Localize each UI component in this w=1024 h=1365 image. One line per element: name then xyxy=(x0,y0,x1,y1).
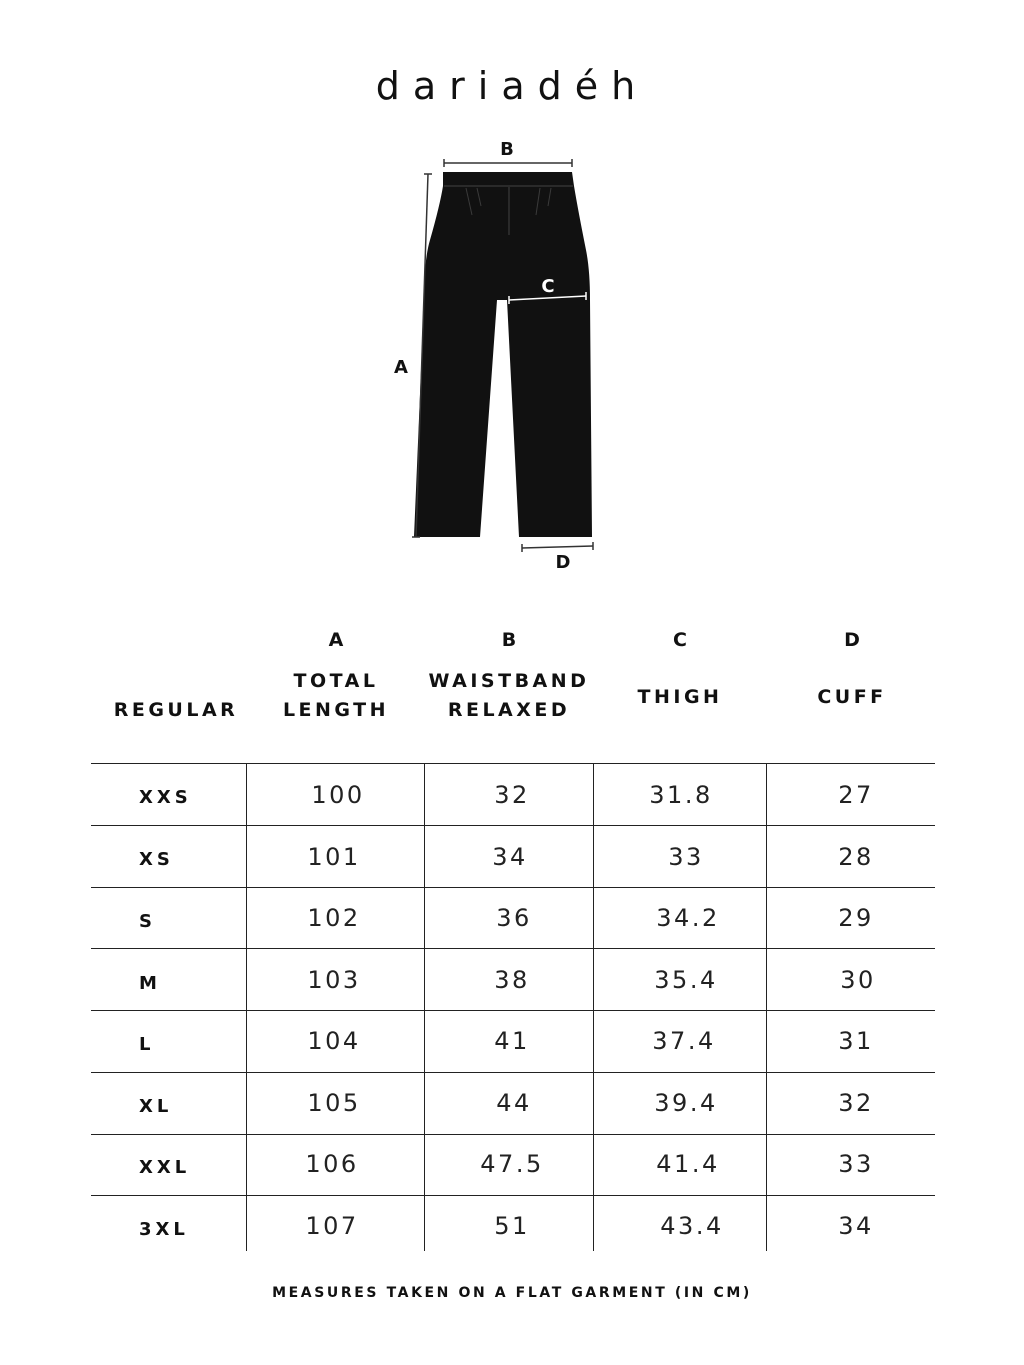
size-label: XL xyxy=(139,1096,173,1117)
table-rule xyxy=(91,1134,935,1135)
cell-total-length: 106 xyxy=(305,1150,359,1178)
cell-cuff: 29 xyxy=(838,904,874,932)
cell-thigh: 39.4 xyxy=(654,1089,718,1117)
measure-d-label: D xyxy=(555,552,571,573)
cell-total-length: 103 xyxy=(307,966,361,994)
row-header-regular: REGULAR xyxy=(113,699,239,721)
table-rule xyxy=(91,887,935,888)
cell-thigh: 35.4 xyxy=(654,966,718,994)
table-rule xyxy=(91,763,935,764)
col-b-line1: WAISTBAND xyxy=(428,670,590,692)
measure-a-label: A xyxy=(394,357,408,378)
table-column-divider xyxy=(593,763,594,1251)
cell-total-length: 105 xyxy=(307,1089,361,1117)
table-column-divider xyxy=(766,763,767,1251)
trousers-silhouette xyxy=(414,172,592,537)
cell-cuff: 27 xyxy=(838,781,874,809)
table-rule xyxy=(91,825,935,826)
table-rule xyxy=(91,948,935,949)
table-rule xyxy=(91,1010,935,1011)
col-c-letter: C xyxy=(673,629,687,651)
measure-d-line xyxy=(522,546,593,548)
cell-cuff: 30 xyxy=(840,966,876,994)
cell-cuff: 32 xyxy=(838,1089,874,1117)
cell-total-length: 100 xyxy=(311,781,365,809)
col-c-line1: THIGH xyxy=(637,686,723,708)
cell-thigh: 43.4 xyxy=(660,1212,724,1240)
size-label: M xyxy=(139,973,161,994)
cell-cuff: 34 xyxy=(838,1212,874,1240)
col-d-letter: D xyxy=(844,629,860,651)
cell-waistband: 47.5 xyxy=(480,1150,544,1178)
measure-c-label: C xyxy=(541,276,555,297)
cell-total-length: 107 xyxy=(305,1212,359,1240)
cell-cuff: 31 xyxy=(838,1027,874,1055)
cell-thigh: 37.4 xyxy=(652,1027,716,1055)
table-column-divider xyxy=(246,763,247,1251)
size-label: XS xyxy=(139,849,174,870)
cell-waistband: 32 xyxy=(494,781,530,809)
col-a-line1: TOTAL xyxy=(293,670,379,692)
col-a-line2: LENGTH xyxy=(282,699,390,721)
cell-waistband: 41 xyxy=(494,1027,530,1055)
size-label: S xyxy=(139,911,156,932)
table-column-divider xyxy=(424,763,425,1251)
cell-cuff: 28 xyxy=(838,843,874,871)
size-label: XXL xyxy=(139,1157,191,1178)
cell-waistband: 44 xyxy=(496,1089,532,1117)
cell-waistband: 34 xyxy=(492,843,528,871)
cell-waistband: 38 xyxy=(494,966,530,994)
col-d-line1: CUFF xyxy=(817,686,887,708)
cell-thigh: 34.2 xyxy=(656,904,720,932)
col-b-line2: RELAXED xyxy=(447,699,571,721)
trousers-diagram xyxy=(0,0,1024,600)
cell-total-length: 101 xyxy=(307,843,361,871)
measure-b-label: B xyxy=(500,139,514,160)
table-rule xyxy=(91,1072,935,1073)
cell-waistband: 36 xyxy=(496,904,532,932)
size-label: XXS xyxy=(139,787,192,808)
cell-waistband: 51 xyxy=(494,1212,530,1240)
cell-total-length: 104 xyxy=(307,1027,361,1055)
col-a-letter: A xyxy=(328,629,344,651)
table-rule xyxy=(91,1195,935,1196)
size-label: 3XL xyxy=(139,1219,189,1240)
cell-thigh: 31.8 xyxy=(649,781,713,809)
brand-logo: dariadéh xyxy=(375,64,649,108)
col-b-letter: B xyxy=(501,629,517,651)
cell-cuff: 33 xyxy=(838,1150,874,1178)
cell-thigh: 41.4 xyxy=(656,1150,720,1178)
size-label: L xyxy=(139,1034,155,1055)
measurement-note: MEASURES TAKEN ON A FLAT GARMENT (IN CM) xyxy=(272,1285,752,1301)
cell-thigh: 33 xyxy=(668,843,704,871)
cell-total-length: 102 xyxy=(307,904,361,932)
